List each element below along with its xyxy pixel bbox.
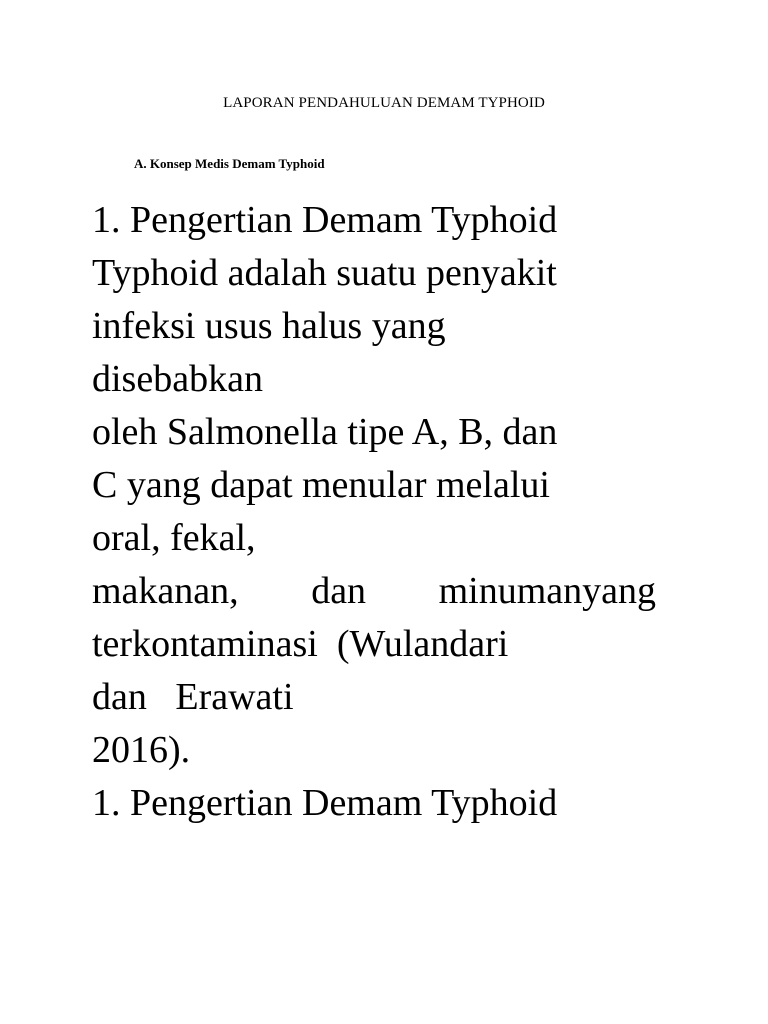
subsection-heading: 1. Pengertian Demam Typhoid [92, 199, 558, 241]
section-heading: A. Konsep Medis Demam Typhoid [134, 156, 325, 171]
body-line: Typhoid adalah suatu penyakit [92, 252, 557, 294]
body-line: 2016). [92, 729, 191, 771]
body-text [92, 194, 662, 830]
document-title: LAPORAN PENDAHULUAN DEMAM TYPHOID [223, 95, 545, 111]
body-line: oleh Salmonella tipe A, B, dan [92, 411, 558, 453]
body-line: oral, fekal, [92, 517, 256, 559]
body-line: disebabkan [92, 358, 263, 400]
body-line: terkontaminasi (Wulandari [92, 623, 509, 665]
body-line: infeksi usus halus yang [92, 305, 446, 347]
body-line: makanan, dan minumanyang [92, 570, 656, 612]
subsection-heading: 1. Pengertian Demam Typhoid [92, 782, 558, 824]
body-line: C yang dapat menular melalui [92, 464, 550, 506]
body-line: dan Erawati [92, 676, 294, 718]
